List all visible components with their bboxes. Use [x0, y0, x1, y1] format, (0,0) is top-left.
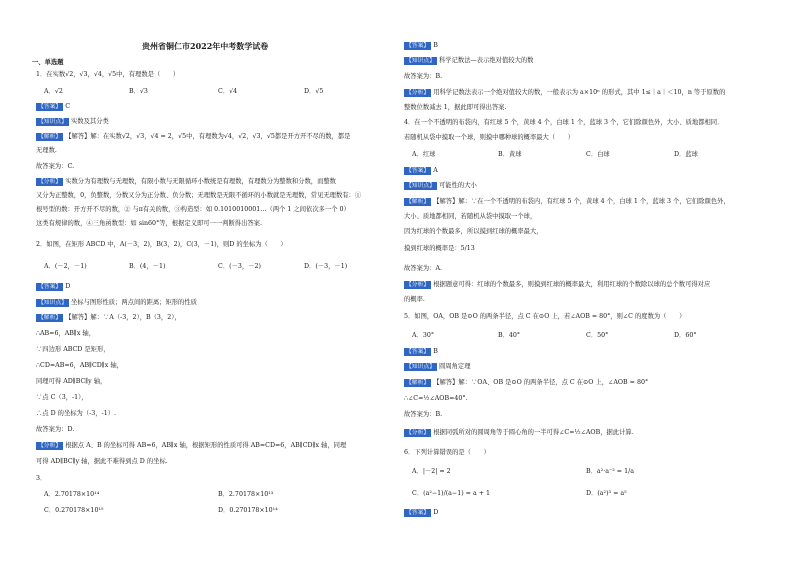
q5-option-b: B．40°: [498, 332, 521, 339]
q1-answer: 【答案】 C: [38, 103, 71, 110]
q5-option-d: D．60°: [674, 332, 697, 339]
q3-point: 【知识点】 科学记数法—表示绝对值较大的数: [406, 57, 534, 64]
q2-analysis-6: ∵点 C（3，-1），: [36, 394, 88, 401]
q1-option-d: D．√5: [304, 88, 324, 95]
q5-stem: 5．如图，OA，OB 是⊙O 的两条半径，点 C 在⊙O 上，若∠AOB = 80°，则∠C 的度数为（ ）: [404, 313, 686, 320]
q5-analysis-1: 【解析】 【解答】解：∵OA、OB 是⊙O 的两条半径，点 C 在⊙O 上，∠AOB = 80°: [406, 379, 649, 386]
q2-analysis-7: ∴点 D 的坐标为（-3，-1）.: [36, 410, 116, 417]
q4-stem-2: 若随机从袋中摸取一个球，则摸中哪种球的概率最大（ ）: [404, 134, 575, 141]
q4-answer: 【答案】 A: [406, 167, 438, 174]
q4-review-2: 的概率.: [404, 296, 425, 303]
q2-review-1: 【分析】 根据点 A、B 的坐标可得 AB=6，AB∥x 轴，根据矩形的性质可得 AB=CD=6，AB∥CD∥x 轴，同理: [38, 442, 347, 449]
q4-analysis-2: 大小、质地都相同，若随机从袋中摸取一个球，: [404, 213, 537, 220]
q5-analysis-3: 故答案为：B.: [404, 411, 443, 418]
q1-option-b: B．√3: [129, 88, 148, 95]
q6-option-d: D．(a²)³ = a⁵: [586, 490, 627, 497]
q4-review-1: 【分析】 根据题意可得：红球的个数最多，则摸到红球的概率最大，利用红球的个数除以球的总个数可得对应: [406, 281, 711, 288]
q3-option-c: C．0.270178×10¹⁵: [44, 507, 104, 514]
q1-review-1: 【分析】 实数分为有理数与无理数，有限小数与无限循环小数统是有理数，有理数分为整数和分数，而整数: [38, 178, 336, 185]
q5-analysis-2: ∴∠C=½∠AOB=40°.: [404, 395, 468, 402]
q3-answer: 【答案】 B: [406, 42, 438, 49]
q1-analysis-3: 故答案为：C.: [36, 163, 75, 170]
q3-review-2: 整数位数减去 1，据此即可得出答案.: [404, 104, 507, 111]
q2-answer: 【答案】 D: [38, 283, 71, 290]
q3-analysis: 故答案为：B.: [404, 73, 443, 80]
q6-option-b: B．a²·a⁻² = 1/a: [586, 468, 634, 475]
q1-stem: 1．在实数√2，√3，√4，√5中，有理数是（ ）: [36, 71, 180, 78]
analysis-tag: 【解析】: [38, 134, 62, 140]
q3-option-d: D．0.270178×10¹⁴: [218, 507, 278, 514]
q2-analysis-3: ∵四边形 ABCD 是矩形，: [36, 346, 110, 353]
q2-point: 【知识点】 坐标与图形性质；两点间的距离；矩形的性质: [38, 299, 197, 306]
point-tag: 【知识点】: [38, 119, 67, 125]
q4-point: 【知识点】 可能性的大小: [406, 182, 477, 189]
q6-answer: 【答案】 D: [406, 509, 439, 516]
q3-stem: 3．: [36, 475, 47, 482]
q2-analysis-8: 故答案为：D.: [36, 426, 75, 433]
q5-point: 【知识点】 圆周角定理: [406, 363, 471, 370]
q5-answer: 【答案】 B: [406, 348, 438, 355]
q3-option-a: A．2.70178×10¹⁴: [44, 491, 100, 498]
q2-analysis-1: 【解析】 【解答】解：∵A（-3，2），B（3，2），: [38, 314, 181, 321]
q2-option-c: C．(－3，－2): [218, 263, 261, 270]
q2-option-b: B．(4，－1): [129, 263, 166, 270]
q1-review-4: 这类有规律的数，④三角函数型：如 sin60°等，根据定义即可一一判断得出答案.: [36, 220, 262, 227]
q4-analysis-5: 故答案为：A.: [404, 265, 443, 272]
q2-option-d: D．(－3，－1): [304, 263, 348, 270]
q1-option-c: C．√4: [218, 88, 238, 95]
q3-option-b: B．2.70178×10¹³: [218, 491, 274, 498]
q2-analysis-5: 同理可得 AD∥BC∥y 轴，: [36, 378, 107, 385]
q2-analysis-2: ∴AB=6，AB∥x 轴，: [36, 330, 95, 337]
q1-option-a: A．√2: [44, 88, 63, 95]
q4-analysis-3: 因为红球的个数最多，所以摸到红球的概率最大，: [404, 228, 543, 235]
q4-option-b: B．黄球: [498, 151, 522, 158]
q1-point: 【知识点】 实数及其分类: [38, 118, 109, 125]
q1-review-2: 又分为正整数，0，负整数，分数又分为正分数、负分数；无理数是无限不循环的小数就是无理数，常见无理数有：①: [36, 192, 362, 199]
q2-analysis-4: ∴CD=AB=6，AB∥CD∥x 轴，: [36, 362, 123, 369]
q4-option-d: D．蓝球: [674, 151, 698, 158]
q2-option-a: A．(－2，－1): [44, 263, 87, 270]
q4-option-a: A．红球: [412, 151, 436, 158]
q4-analysis-1: 【解析】 【解答】解：∵在一个不透明的布袋内，有红球 5 个，黄球 4 个，白球 1 个，蓝球 3 个，它们除颜色外，: [406, 198, 730, 205]
q6-option-a: A．|－2| = 2: [412, 468, 451, 475]
q5-option-c: C．50°: [586, 332, 609, 339]
review-tag: 【分析】: [38, 179, 62, 185]
q5-option-a: A．30°: [412, 332, 435, 339]
q4-option-c: C．白球: [586, 151, 610, 158]
q1-analysis-1: 【解析】 【解答】解：在实数√2，√3，√4 = 2，√5中，有理数为√4，√2，√3，√5都是开方开不尽的数，都是: [38, 133, 351, 140]
section-heading: 一、单选题: [32, 59, 64, 66]
q2-stem: 2．如图，在矩形 ABCD 中，A(－3，2)，B(3，2)，C(3，－1)，则D 的坐标为（ ）: [36, 241, 287, 248]
q1-analysis-2: 无理数.: [36, 147, 57, 154]
exam-title: 贵州省铜仁市2022年中考数学试卷: [142, 41, 269, 51]
q5-review: 【分析】 根据同弧所对的圆周角等于圆心角的一半可得∠C=½∠AOB，据此计算.: [406, 429, 634, 436]
q3-review-1: 【分析】 用科学记数法表示一个绝对值较大的数，一般表示为 a×10ⁿ 的形式，其中 1≤｜a｜＜10，n 等于原数的: [406, 89, 726, 96]
q4-analysis-4: 摸到红球的概率是：5/13: [404, 245, 475, 252]
q6-option-c: C．(a²−1)/(a−1) = a + 1: [412, 490, 490, 497]
q6-stem: 6．下列计算错误的是（ ）: [404, 449, 490, 456]
q1-review-3: 根号型的数：开方开不尽的数，② 与π有关的数，③构造型：如 0.1010010001…（两个 1 之间依次多一个 0）: [36, 206, 350, 213]
q2-review-2: 可得 AD∥BC∥y 轴，据此不难得到点 D 的坐标.: [36, 458, 168, 465]
q4-stem-1: 4．在一个不透明的布袋内，有红球 5 个，黄球 4 个，白球 1 个，蓝球 3 个，它们除颜色外，大小、质地都相同．: [404, 119, 724, 126]
answer-tag: 【答案】: [38, 104, 62, 110]
